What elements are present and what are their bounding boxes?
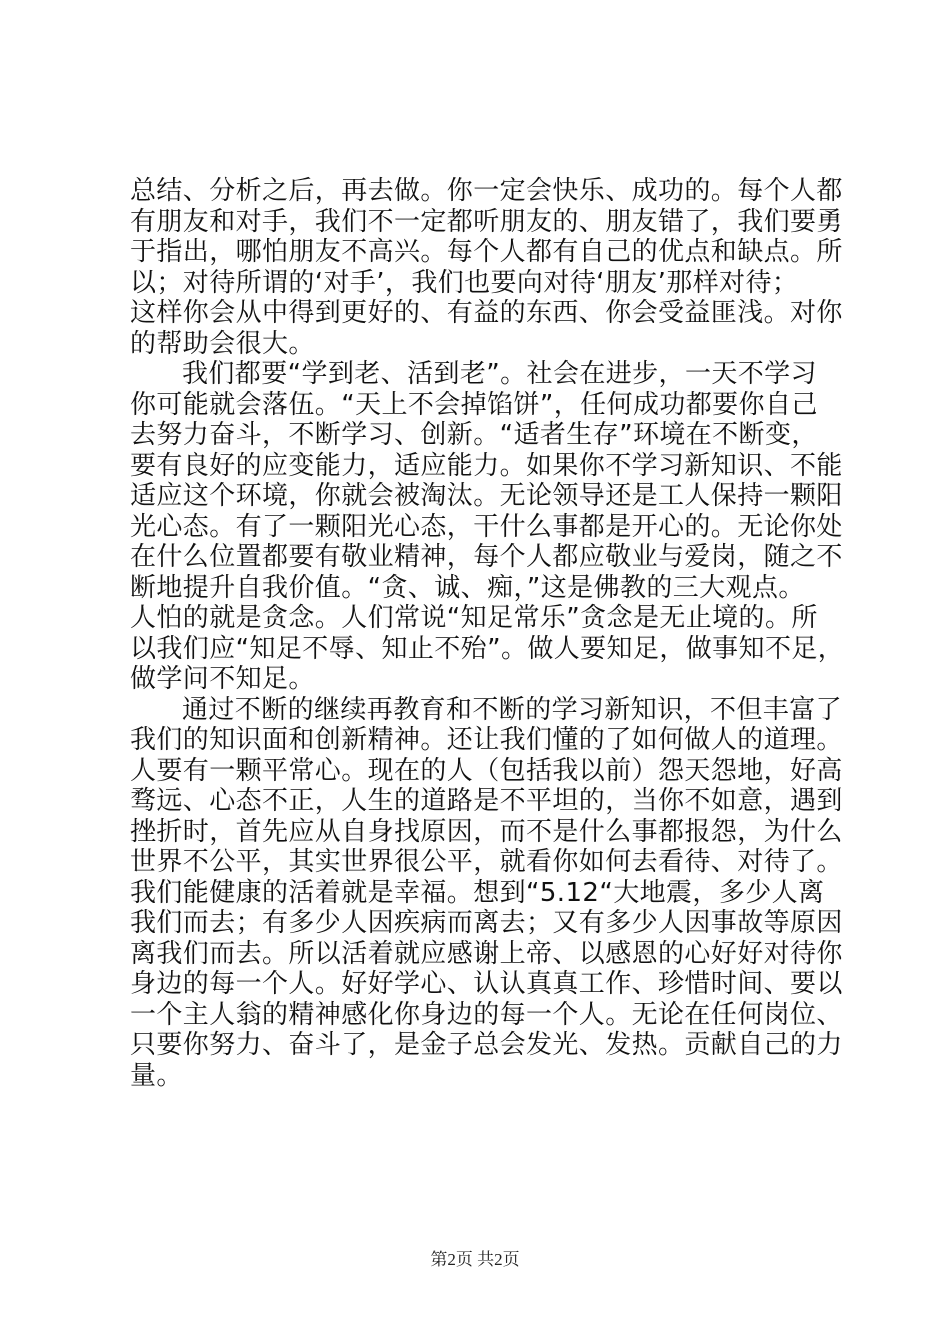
page-footer: 第2页 共2页 <box>430 1250 520 1269</box>
text-line: 适应这个环境，你就会被淘汰。无论领导还是工人保持一颗阳 <box>130 481 843 511</box>
text-line: 我们能健康的活着就是幸福。想到“5.12“大地震，多少人离 <box>130 877 825 908</box>
text-line: 身边的每一个人。好好学心、认认真真工作、珍惜时间、要以 <box>130 969 843 999</box>
text-line: 人怕的就是贪念。人们常说“知足常乐”贪念是无止境的。所 <box>130 603 818 633</box>
text-line: 以我们应“知足不辱、知止不殆”。做人要知足，做事知不足， <box>130 633 845 664</box>
text-line: 通过不断的继续再教育和不断的学习新知识，不但丰富了 <box>182 694 843 725</box>
text-line: 人要有一颗平常心。现在的人（包括我以前）怨天怨地，好高 <box>130 755 843 786</box>
text-line: 断地提升自我价值。“贪、诚、痴，”这是佛教的三大观点。 <box>130 572 805 603</box>
text-line: 骛远、心态不正，人生的道路是不平坦的，当你不如意，遇到 <box>130 786 843 816</box>
text-line: 一个主人翁的精神感化你身边的每一个人。无论在任何岗位、 <box>130 999 843 1030</box>
text-line: 光心态。有了一颗阳光心态，干什么事都是开心的。无论你处 <box>130 511 843 542</box>
text-line: 在什么位置都要有敬业精神，每个人都应敬业与爱岗，随之不 <box>130 542 843 572</box>
body-text <box>130 176 845 1091</box>
text-line: 我们都要“学到老、活到老”。社会在进步，一天不学习 <box>182 359 817 389</box>
text-line: 总结、分析之后，再去做。你一定会快乐、成功的。每个人都 <box>130 176 843 206</box>
text-line: 挫折时，首先应从自身找原因，而不是什么事都报怨，为什么 <box>130 816 843 847</box>
text-line: 要有良好的应变能力，适应能力。如果你不学习新知识、不能 <box>130 450 843 481</box>
text-line: 世界不公平，其实世界很公平，就看你如何去看待、对待了。 <box>130 847 843 877</box>
text-line: 的帮助会很大。 <box>130 328 315 359</box>
text-line: 你可能就会落伍。“天上不会掉馅饼”，任何成功都要你自己 <box>130 389 818 420</box>
text-line: 去努力奋斗，不断学习、创新。“适者生存”环境在不断变， <box>130 420 818 450</box>
text-line: 于指出，哪怕朋友不高兴。每个人都有自己的优点和缺点。所 <box>130 237 843 267</box>
text-line: 做学问不知足。 <box>130 664 315 694</box>
text-line: 只要你努力、奋斗了，是金子总会发光、发热。贡献自己的力 <box>130 1030 843 1060</box>
text-line: 我们的知识面和创新精神。还让我们懂的了如何做人的道理。 <box>130 725 843 755</box>
text-line: 量。 <box>130 1060 183 1091</box>
text-line: 以；对待所谓的‘对手’，我们也要向对待‘朋友’那样对待； <box>130 267 799 298</box>
text-line: 这样你会从中得到更好的、有益的东西、你会受益匪浅。对你 <box>130 298 843 328</box>
text-line: 有朋友和对手，我们不一定都听朋友的、朋友错了，我们要勇 <box>130 206 843 237</box>
text-line: 我们而去；有多少人因疾病而离去；又有多少人因事故等原因 <box>130 908 843 938</box>
text-line: 离我们而去。所以活着就应感谢上帝、以感恩的心好好对待你 <box>130 938 843 969</box>
